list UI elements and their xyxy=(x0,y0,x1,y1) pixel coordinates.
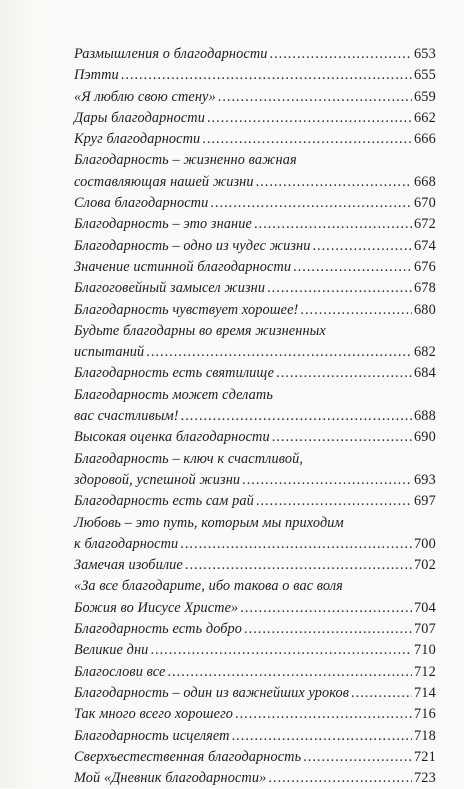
toc-dot-leader xyxy=(121,65,412,86)
toc-entry-title: Благодарность есть святилище xyxy=(74,365,275,382)
toc-entry-title: Любовь – это путь, которым мы приходим xyxy=(74,514,344,531)
toc-entry-title: Благодарность – жизненно важная xyxy=(74,152,297,169)
toc-entry[interactable] xyxy=(74,576,436,619)
toc-entry-line xyxy=(74,427,436,448)
toc-entry[interactable] xyxy=(74,726,436,747)
toc-entry[interactable] xyxy=(74,236,436,257)
toc-entry-line xyxy=(74,278,436,299)
toc-entry[interactable] xyxy=(74,129,436,150)
toc-entry[interactable] xyxy=(74,704,436,725)
toc-entry-title: Благодарность может сделать xyxy=(74,386,273,403)
toc-page-number: 668 xyxy=(413,173,436,190)
toc-entry-line xyxy=(74,342,436,363)
toc-entry-line xyxy=(74,470,436,491)
toc-entry-line xyxy=(74,363,436,384)
toc-page-number: 655 xyxy=(413,67,436,84)
toc-entry-line xyxy=(74,300,436,321)
toc-dot-leader xyxy=(256,491,412,512)
toc-dot-leader xyxy=(167,662,411,683)
toc-entry-line xyxy=(74,598,436,619)
toc-entry-line xyxy=(74,747,436,768)
toc-entry-title: Благодарность – это знание xyxy=(74,216,252,233)
toc-entry-line xyxy=(74,129,436,150)
toc-entry-title: Высокая оценка благодарности xyxy=(74,429,270,446)
toc-entry-title: Благодарность – одно из чудес жизни xyxy=(74,237,311,254)
toc-dot-leader xyxy=(202,129,412,150)
toc-entry-line xyxy=(74,640,436,661)
toc-dot-leader xyxy=(244,619,412,640)
toc-page-number: 682 xyxy=(413,344,436,361)
toc-entry[interactable] xyxy=(74,87,436,108)
toc-entry-title: Благоговейный замысел жизни xyxy=(74,280,266,297)
toc-entry-title: «Я люблю свою стену» xyxy=(74,88,216,105)
toc-entry[interactable] xyxy=(74,619,436,640)
toc-entry-title: Благодарность исцеляет xyxy=(74,727,230,744)
toc-page-number: 714 xyxy=(413,684,436,701)
toc-entry[interactable] xyxy=(74,193,436,214)
toc-page-number: 716 xyxy=(413,706,436,723)
toc-dot-leader xyxy=(210,193,412,214)
toc-dot-leader xyxy=(254,214,412,235)
toc-entry-line xyxy=(74,406,436,427)
toc-page-number: 684 xyxy=(413,365,436,382)
toc-page-number: 680 xyxy=(413,301,436,318)
toc-dot-leader xyxy=(207,108,412,129)
toc-dot-leader xyxy=(180,534,412,555)
toc-entry[interactable] xyxy=(74,555,436,576)
toc-entry-line xyxy=(74,534,436,555)
toc-dot-leader xyxy=(235,704,412,725)
toc-page-number: 723 xyxy=(413,770,436,787)
toc-dot-leader xyxy=(303,747,412,768)
toc-entry-title: Слова благодарности xyxy=(74,195,209,212)
toc-entry-line xyxy=(74,513,436,534)
toc-entry-title: Мой «Дневник благодарности» xyxy=(74,770,267,787)
toc-entry-title: составляющая нашей жизни xyxy=(74,173,254,190)
toc-entry[interactable] xyxy=(74,449,436,492)
toc-entry-line xyxy=(74,576,436,597)
toc-entry-line xyxy=(74,555,436,576)
toc-dot-leader xyxy=(150,640,412,661)
toc-entry[interactable] xyxy=(74,278,436,299)
toc-entry[interactable] xyxy=(74,44,436,65)
toc-entry-title: Сверхъестественная благодарность xyxy=(74,748,302,765)
toc-entry-line xyxy=(74,768,436,789)
toc-entry-title: Благодарность есть добро xyxy=(74,621,243,638)
toc-entry-title: Дары благодарности xyxy=(74,109,205,126)
toc-dot-leader xyxy=(218,87,412,108)
toc-dot-leader xyxy=(270,44,412,65)
toc-page-number: 704 xyxy=(413,599,436,616)
toc-page-number: 672 xyxy=(413,216,436,233)
toc-entry-line xyxy=(74,619,436,640)
toc-entry-title: Благодарность – ключ к счастливой, xyxy=(74,450,303,467)
toc-entry[interactable] xyxy=(74,385,436,428)
table-of-contents xyxy=(74,44,436,789)
toc-entry-title: Замечая изобилие xyxy=(74,557,183,574)
toc-page-number: 710 xyxy=(413,642,436,659)
toc-entry-title: Благодарность есть сам рай xyxy=(74,493,254,510)
toc-dot-leader xyxy=(351,683,412,704)
toc-dot-leader xyxy=(240,598,412,619)
toc-entry[interactable] xyxy=(74,214,436,235)
toc-entry-line xyxy=(74,491,436,512)
toc-page-number: 670 xyxy=(413,195,436,212)
toc-entry-line xyxy=(74,726,436,747)
toc-entry-line xyxy=(74,662,436,683)
toc-entry[interactable] xyxy=(74,321,436,364)
toc-entry-title: Значение истинной благодарности xyxy=(74,258,292,275)
toc-entry[interactable] xyxy=(74,747,436,768)
toc-dot-leader xyxy=(146,342,412,363)
toc-entry-title: Размышления о благодарности xyxy=(74,46,268,62)
toc-dot-leader xyxy=(267,278,412,299)
toc-entry[interactable] xyxy=(74,427,436,448)
toc-page-number: 666 xyxy=(413,131,436,148)
toc-entry[interactable] xyxy=(74,65,436,86)
toc-entry-title: Благодарность чувствует хорошее! xyxy=(74,301,299,318)
toc-entry-line xyxy=(74,321,436,342)
toc-dot-leader xyxy=(268,768,412,789)
toc-entry[interactable] xyxy=(74,513,436,556)
toc-entry-line xyxy=(74,150,436,171)
toc-entry-title: Благослови все xyxy=(74,663,166,680)
toc-page-number: 707 xyxy=(413,621,436,638)
toc-entry[interactable] xyxy=(74,662,436,683)
toc-dot-leader xyxy=(256,172,412,193)
toc-page-number: 659 xyxy=(413,88,436,105)
toc-dot-leader xyxy=(276,363,412,384)
toc-dot-leader xyxy=(232,726,412,747)
toc-entry-line xyxy=(74,385,436,406)
toc-page-number: 674 xyxy=(413,237,436,254)
toc-page-number: 653 xyxy=(413,46,436,62)
toc-dot-leader xyxy=(312,236,412,257)
toc-dot-leader xyxy=(181,406,412,427)
toc-dot-leader xyxy=(185,555,412,576)
toc-page-number: 662 xyxy=(413,109,436,126)
toc-entry-title: здоровой, успешной жизни xyxy=(74,471,241,488)
toc-entry-line xyxy=(74,236,436,257)
toc-dot-leader xyxy=(272,427,412,448)
toc-entry[interactable] xyxy=(74,257,436,278)
toc-entry-line xyxy=(74,44,436,65)
toc-page-number: 721 xyxy=(413,748,436,765)
toc-entry[interactable] xyxy=(74,491,436,512)
toc-entry-title: вас счастливым! xyxy=(74,408,179,425)
toc-entry-line xyxy=(74,704,436,725)
toc-entry-line xyxy=(74,193,436,214)
toc-page-number: 697 xyxy=(413,493,436,510)
toc-page-number: 693 xyxy=(413,471,436,488)
toc-dot-leader xyxy=(242,470,412,491)
toc-page-number: 718 xyxy=(413,727,436,744)
toc-entry-title: к благодарности xyxy=(74,535,179,552)
toc-entry-line xyxy=(74,683,436,704)
toc-entry[interactable] xyxy=(74,640,436,661)
toc-page-number: 690 xyxy=(413,429,436,446)
toc-page-number: 700 xyxy=(413,535,436,552)
toc-page-number: 702 xyxy=(413,557,436,574)
toc-dot-leader xyxy=(293,257,412,278)
toc-entry-title: испытаний xyxy=(74,344,145,361)
toc-entry-line xyxy=(74,214,436,235)
toc-entry[interactable] xyxy=(74,300,436,321)
toc-entry-line xyxy=(74,449,436,470)
toc-dot-leader xyxy=(300,300,412,321)
toc-entry-line xyxy=(74,172,436,193)
toc-entry[interactable] xyxy=(74,363,436,384)
toc-entry-title: Великие дни xyxy=(74,642,149,659)
toc-entry-title: Так много всего хорошего xyxy=(74,706,234,723)
toc-page-number: 712 xyxy=(413,663,436,680)
toc-entry-title: Божия во Иисусе Христе» xyxy=(74,599,239,616)
toc-entry-title: Пэтти xyxy=(74,67,119,84)
toc-entry-line xyxy=(74,108,436,129)
toc-entry-line xyxy=(74,87,436,108)
toc-entry[interactable] xyxy=(74,768,436,789)
toc-page-number: 688 xyxy=(413,408,436,425)
toc-entry[interactable] xyxy=(74,108,436,129)
toc-entry-title: Будьте благодарны во время жизненных xyxy=(74,322,326,339)
toc-entry[interactable] xyxy=(74,150,436,193)
toc-page-number: 678 xyxy=(413,280,436,297)
toc-page-number: 676 xyxy=(413,258,436,275)
toc-entry-line xyxy=(74,257,436,278)
toc-entry-title: Благодарность – один из важнейших уроков xyxy=(74,684,350,701)
toc-entry-title: Круг благодарности xyxy=(74,131,201,148)
toc-entry-title: «За все благодарите, ибо такова о вас воля xyxy=(74,578,343,595)
toc-entry[interactable] xyxy=(74,683,436,704)
toc-entry-line xyxy=(74,65,436,86)
